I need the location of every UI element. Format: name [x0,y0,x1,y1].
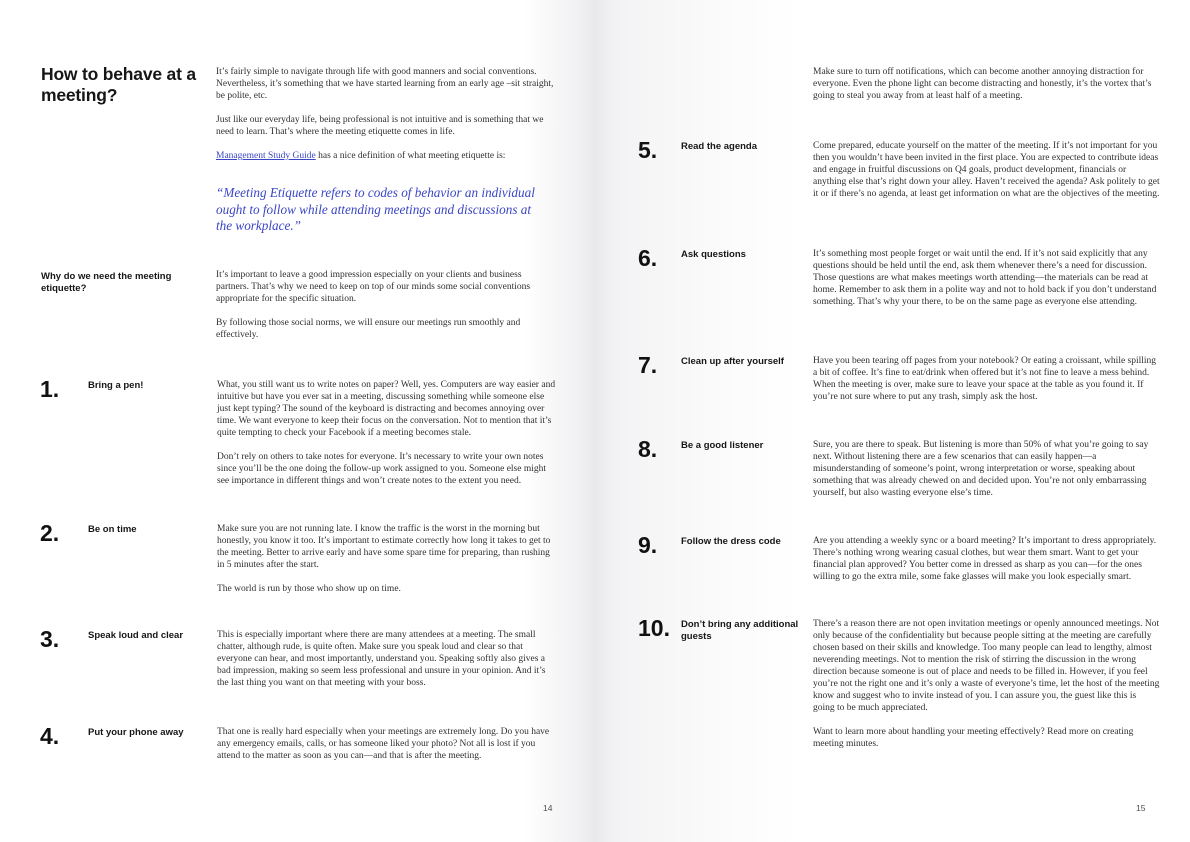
section-paragraph: What, you still want us to write notes on paper? Well, yes. Computers are way easier and intuitive but have you ever sat in a meeting, discussing something while someone else just kept typing? The sound of the keyboard is distracting and becomes annoying over time. We want everyone to keep their focus on the conversation. Not to mention that it’s quite tempting to check your Facebook if a meeting becomes stale. [217,380,556,438]
section-body [217,379,557,487]
intro-paragraph-1: It’s fairly simple to navigate through life with good manners and social conventions. Nevertheless, it’s something that we have started learning from an early age –sit straight, be polite, etc. [216,67,554,101]
section-body [813,439,1160,499]
section-body [813,355,1160,403]
section-label: Follow the dress code [681,536,781,547]
section-paragraph: Have you been tearing off pages from your notebook? Or eating a croissant, while spilling a bit of coffee. It’s fine to eat/drink when offered but it’s not fine to leave a mess behind. When the meeting is over, make sure to leave your space at the table as you found it. If you’re not sure where to put any trash, simply ask the host. [813,356,1157,402]
section-body [813,248,1160,308]
section-number: 7. [638,352,658,378]
section-body [813,140,1160,200]
section-body [217,523,557,595]
section-number: 4. [40,723,60,749]
section-body [217,726,557,762]
why-etiquette-label: Why do we need the meeting etiquette? [41,271,172,294]
closing-paragraph: Want to learn more about handling your meeting effectively? Read more on creating meeting minutes. [813,727,1134,749]
section-paragraph: The world is run by those who show up on time. [217,584,401,594]
continuation-paragraph: Make sure to turn off notifications, which can become another annoying distraction for everyone. Even the phone light can become distracting and honestly, it’s the vortex that’s going to steal you away from at least half of a meeting. [813,67,1152,101]
section-paragraph: There’s a reason there are not open invitation meetings or openly announced meetings. Not only because of the confidentiality but because people sitting at the meeting are carefully chosen based on their skills and knowledge. Too many people can lead to lengthy, almost neverending meetings. Not to mention the risk of stirring the discussion in the wrong direction because someone is out of place and needs to be filled in. However, if you feel you’re not the right one and it’s only a waste of everyone’s time, let the host of the meeting know and suggest who to invite instead of you. I can assure you, the guest like this is going to be much appreciated. [813,619,1160,713]
section-paragraph: It’s something most people forget or wait until the end. If it’s not said explicitly that any questions should be held until the end, ask them whenever there’s a need for discussion. Those questions are what makes meetings worth attending—the materials can be read at home. Remember to ask them in a polite way and not to hold back if you don’t understand something. That’s why your there, to be on the same page as everyone else attending. [813,249,1157,307]
phone-away-continuation [813,66,1160,102]
section-paragraph: That one is really hard especially when your meetings are extremely long. Do you have any emergency emails, calls, or has someone liked your photo? Not all is lost if you attend to the matter as soon as you can—and that is after the meeting. [217,727,550,761]
section-body [813,618,1160,750]
intro-paragraph-3 [216,150,556,162]
section-number: 2. [40,520,60,546]
section-paragraph: Are you attending a weekly sync or a board meeting? It’s important to dress appropriately. There’s nothing wrong wearing casual clothes, but wear them smart. Want to get your financial plan approved? You better come in dressed as sharp as you can—for the ones willing to go the extra mile, some fake glasses will make you look especially smart. [813,536,1157,582]
page-number-right: 15 [1136,803,1146,813]
intro-paragraph-2: Just like our everyday life, being professional is not intuitive and is something that we need to learn. That’s where the meeting etiquette comes in life. [216,115,544,137]
section-label: Don’t bring any additional guests [681,619,799,642]
section-label: Be on time [88,524,137,535]
section-number: 5. [638,137,658,163]
section-label: Put your phone away [88,727,184,738]
section-paragraph: Sure, you are there to speak. But listening is more than 50% of what you’re going to say next. Without listening there are a few scenarios that can easily happen—a misunderstanding of someone’s point, wrong interpretation or worse, speaking about something that was already chewed on and decided upon. You’re not only embarrassing yourself, but also wasting everyone else’s time. [813,440,1149,498]
why-etiquette-body [216,269,556,341]
section-body [813,535,1160,583]
why-paragraph-1: It’s important to leave a good impression especially on your clients and business partners. That’s why we need to keep on top of our minds some social conventions appropriate for the specific situation. [216,270,531,304]
section-number: 9. [638,532,658,558]
section-paragraph: Make sure you are not running late. I know the traffic is the worst in the morning but honestly, you know it too. It’s important to estimate correctly how long it takes to get to the meeting. Better to arrive early and have some spare time for preparing, than rushing in 5 minutes after the start. [217,524,551,570]
section-label: Read the agenda [681,141,758,152]
section-label: Ask questions [681,249,746,260]
management-study-guide-link[interactable]: Management Study Guide [216,151,316,161]
section-label: Be a good listener [681,440,764,451]
section-label: Speak loud and clear [88,630,184,641]
etiquette-quote: “Meeting Etiquette refers to codes of behavior an individual ought to follow while attending meetings and discussions at the workplace.” [216,185,535,233]
page-title: How to behave at a meeting? [41,64,196,105]
section-paragraph: This is especially important where there are many attendees at a meeting. The small chatter, although rude, is quite often. Make sure you speak loud and clear so that everyone can hear, and most importantly, understand you. Speaking softly also gives a bad impression, making so seem less professional and unsure in your opinion. And it’s the last thing you want on that meeting with your boss. [217,630,546,688]
section-label: Clean up after yourself [681,356,784,367]
why-paragraph-2: By following those social norms, we will ensure our meetings run smoothly and effectively. [216,318,521,340]
section-number: 8. [638,436,658,462]
section-number: 3. [40,626,60,652]
section-paragraph: Don’t rely on others to take notes for everyone. It’s necessary to write your own notes since you’ll be the one doing the follow-up work assigned to you. Someone else might see importance in different things and won’t create notes to the extent you need. [217,452,547,486]
section-number: 10. [638,615,670,641]
section-body [217,629,557,689]
section-paragraph: Come prepared, educate yourself on the matter of the meeting. If it’s not important for you then you wouldn’t have been invited in the first place. You are expected to contribute ideas and engage in fruitful discussions on Q4 goals, product development, financials or anything else that’s right down your alley. Haven’t received the agenda? Ask politely to get it or if there’s no agenda, at least get information on what are the objectives of the meeting. [813,141,1160,199]
intro-block [216,66,556,235]
section-number: 1. [40,376,60,402]
page-number-left: 14 [543,803,553,813]
intro-paragraph-3-rest: has a nice definition of what meeting etiquette is: [315,151,506,161]
section-number: 6. [638,245,658,271]
section-label: Bring a pen! [88,380,144,391]
